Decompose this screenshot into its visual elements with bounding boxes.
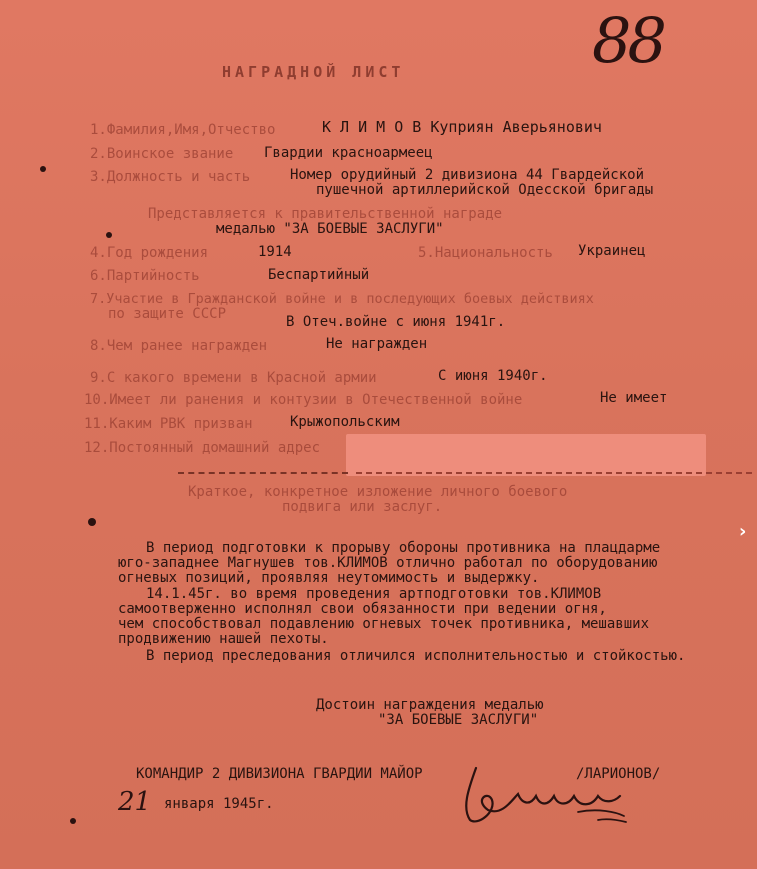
conclusion-1: Достоин награждения медалью bbox=[316, 697, 544, 713]
summary-heading-1: Краткое, конкретное изложение личного боевого bbox=[188, 484, 568, 500]
body-line: чем способствовал подавлению огневых точек противника, мешавших bbox=[118, 616, 650, 632]
presented-label: Представляется к правительственной награде bbox=[148, 206, 503, 222]
divider-right bbox=[356, 472, 752, 474]
position-label: 3.Должность и часть bbox=[90, 169, 251, 185]
name-value: К Л И М О В Куприян Аверьянович bbox=[322, 118, 602, 136]
body-line: огневых позиций, проявляя неутомимость и выдержку. bbox=[118, 570, 540, 586]
war-label-1: 7.Участие в Гражданской войне и в последующих боевых действиях bbox=[90, 291, 594, 307]
nationality-value: Украинец bbox=[578, 243, 646, 259]
address-redaction bbox=[346, 434, 706, 476]
conclusion-2: "ЗА БОЕВЫЕ ЗАСЛУГИ" bbox=[378, 712, 539, 728]
signature bbox=[448, 760, 638, 830]
body-line: В период подготовки к прорыву обороны противника на плацдарме bbox=[146, 540, 661, 556]
chevron-right-icon[interactable]: › bbox=[739, 521, 747, 542]
ink-speck bbox=[106, 232, 112, 238]
birth-value: 1914 bbox=[258, 244, 292, 260]
date-day: 21 bbox=[118, 787, 152, 817]
awards-label: 8.Чем ранее награжден bbox=[90, 338, 268, 354]
wounds-value: Не имеет bbox=[600, 390, 668, 406]
ink-speck bbox=[70, 818, 76, 824]
party-label: 6.Партийность bbox=[90, 268, 200, 284]
war-value: В Отеч.войне с июня 1941г. bbox=[286, 314, 506, 330]
awards-value: Не награжден bbox=[326, 336, 428, 352]
ink-speck bbox=[40, 166, 46, 172]
presented-value: медалью "ЗА БОЕВЫЕ ЗАСЛУГИ" bbox=[216, 221, 444, 237]
date-rest: января 1945г. bbox=[164, 796, 274, 812]
summary-heading-2: подвига или заслуг. bbox=[282, 499, 443, 515]
name-label: 1.Фамилия,Имя,Отчество bbox=[90, 122, 276, 138]
nationality-label: 5.Национальность bbox=[418, 245, 553, 261]
sheet-number: 88 bbox=[592, 4, 663, 77]
body-line: В период преследования отличился исполнительностью и стойкостью. bbox=[146, 648, 686, 664]
rank-label: 2.Воинское звание bbox=[90, 146, 234, 162]
army-label: 9.С какого времени в Красной армии bbox=[90, 370, 377, 386]
page-title: НАГРАДНОЙ ЛИСТ bbox=[222, 63, 405, 81]
body-line: 14.1.45г. во время проведения артподготовки тов.КЛИМОВ bbox=[146, 586, 602, 602]
party-value: Беспартийный bbox=[268, 267, 370, 283]
birth-label: 4.Год рождения bbox=[90, 245, 209, 261]
body-line: самоотверженно исполнял свои обязанности при ведении огня, bbox=[118, 601, 607, 617]
rvk-value: Крыжопольским bbox=[290, 414, 400, 430]
army-value: С июня 1940г. bbox=[438, 368, 548, 384]
position-value-2: пушечной артиллерийской Одесской бригады bbox=[316, 182, 654, 198]
body-line: продвижению нашей пехоты. bbox=[118, 631, 329, 647]
commander-title: КОМАНДИР 2 ДИВИЗИОНА ГВАРДИИ МАЙОР bbox=[136, 766, 423, 782]
commander-name: /ЛАРИОНОВ/ bbox=[576, 766, 661, 782]
ink-speck bbox=[88, 518, 96, 526]
rvk-label: 11.Каким РВК призван bbox=[84, 416, 253, 432]
position-value-1: Номер орудийный 2 дивизиона 44 Гвардейской bbox=[290, 167, 645, 183]
body-line: юго-западнее Магнушев тов.КЛИМОВ отлично работал по оборудованию bbox=[118, 555, 658, 571]
wounds-label: 10.Имеет ли ранения и контузии в Отечественной войне bbox=[84, 392, 523, 408]
rank-value: Гвардии красноармеец bbox=[264, 145, 433, 161]
divider-left bbox=[178, 472, 348, 474]
address-label: 12.Постоянный домашний адрес bbox=[84, 440, 321, 456]
war-label-2: по защите СССР bbox=[108, 306, 227, 322]
